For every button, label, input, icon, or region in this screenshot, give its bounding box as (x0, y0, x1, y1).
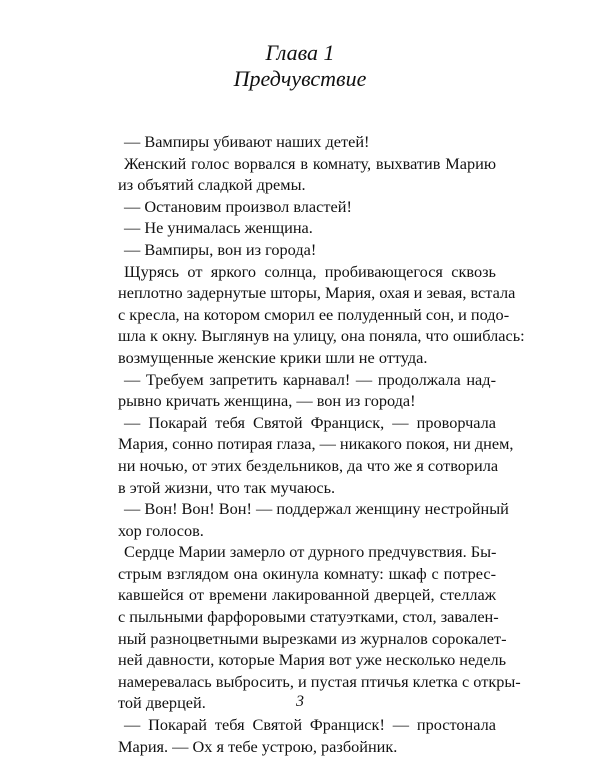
text-line: в этой жизни, что так мучаюсь. (118, 477, 336, 497)
text-line: Женский голос ворвался в комнату, выхватив Марию (124, 153, 496, 173)
text-line: Сердце Марии замерло от дурного предчувствия. Бы- (124, 542, 497, 562)
text-line: Мария, сонно потирая глаза, — никакого покоя, ни днем, (118, 434, 514, 454)
text-line: ный разноцветными вырезками из журналов сорокалет- (118, 628, 507, 648)
text-line: — Остановим произвол властей! (124, 196, 352, 216)
text-line: с кресла, на котором сморил ее полуденный сон, и подо- (118, 304, 510, 324)
text-line: шла к окну. Выглянув на улицу, она поняла, что ошиблась: (118, 326, 525, 346)
text-line: стрым взглядом она окинула комнату: шкаф с потрес- (118, 563, 496, 583)
text-line: с пыльными фарфоровыми статуэтками, стол, завален- (118, 607, 499, 627)
text-line: хор голосов. (118, 520, 204, 540)
text-line: кавшейся от времени лакированной дверцей, стеллаж (118, 585, 496, 605)
text-line: ни ночью, от этих бездельников, да что же я сотворила (118, 455, 499, 475)
text-line: той дверцей. (118, 693, 206, 713)
chapter-number: Глава 1 (265, 40, 335, 65)
text-line: — Вампиры убивают наших детей! (124, 132, 370, 151)
text-line: рывно кричать женщина, — вон из города! (118, 391, 416, 411)
page-number: 3 (296, 693, 304, 710)
text-line: неплотно задернутые шторы, Мария, охая и зевая, встала (118, 283, 516, 303)
body-text (118, 131, 525, 757)
text-line: из объятий сладкой дремы. (118, 175, 306, 195)
text-line: ней давности, которые Мария вот уже несколько недель (118, 650, 507, 670)
chapter-title: Предчувствие (233, 66, 367, 91)
text-line: — Не унималась женщина. (124, 218, 313, 238)
chapter-heading (0, 40, 600, 92)
text-line: — Требуем запретить карнавал! — продолжала над- (124, 369, 496, 389)
text-line: возмущенные женские крики шли не оттуда. (118, 347, 428, 367)
text-line: — Вон! Вон! Вон! — поддержал женщину нестройный (124, 499, 509, 519)
text-line: — Покарай тебя Святой Франциск, — проворчала (124, 412, 496, 432)
text-line: Щурясь от яркого солнца, пробивающегося сквозь (124, 261, 496, 281)
text-line: намеревалась выбросить, и пустая птичья клетка с откры- (118, 671, 521, 691)
text-line: — Покарай тебя Святой Франциск! — простонала (124, 715, 496, 735)
text-line: Мария. — Ох я тебе устрою, разбойник. (118, 736, 398, 756)
text-line: — Вампиры, вон из города! (124, 239, 317, 259)
